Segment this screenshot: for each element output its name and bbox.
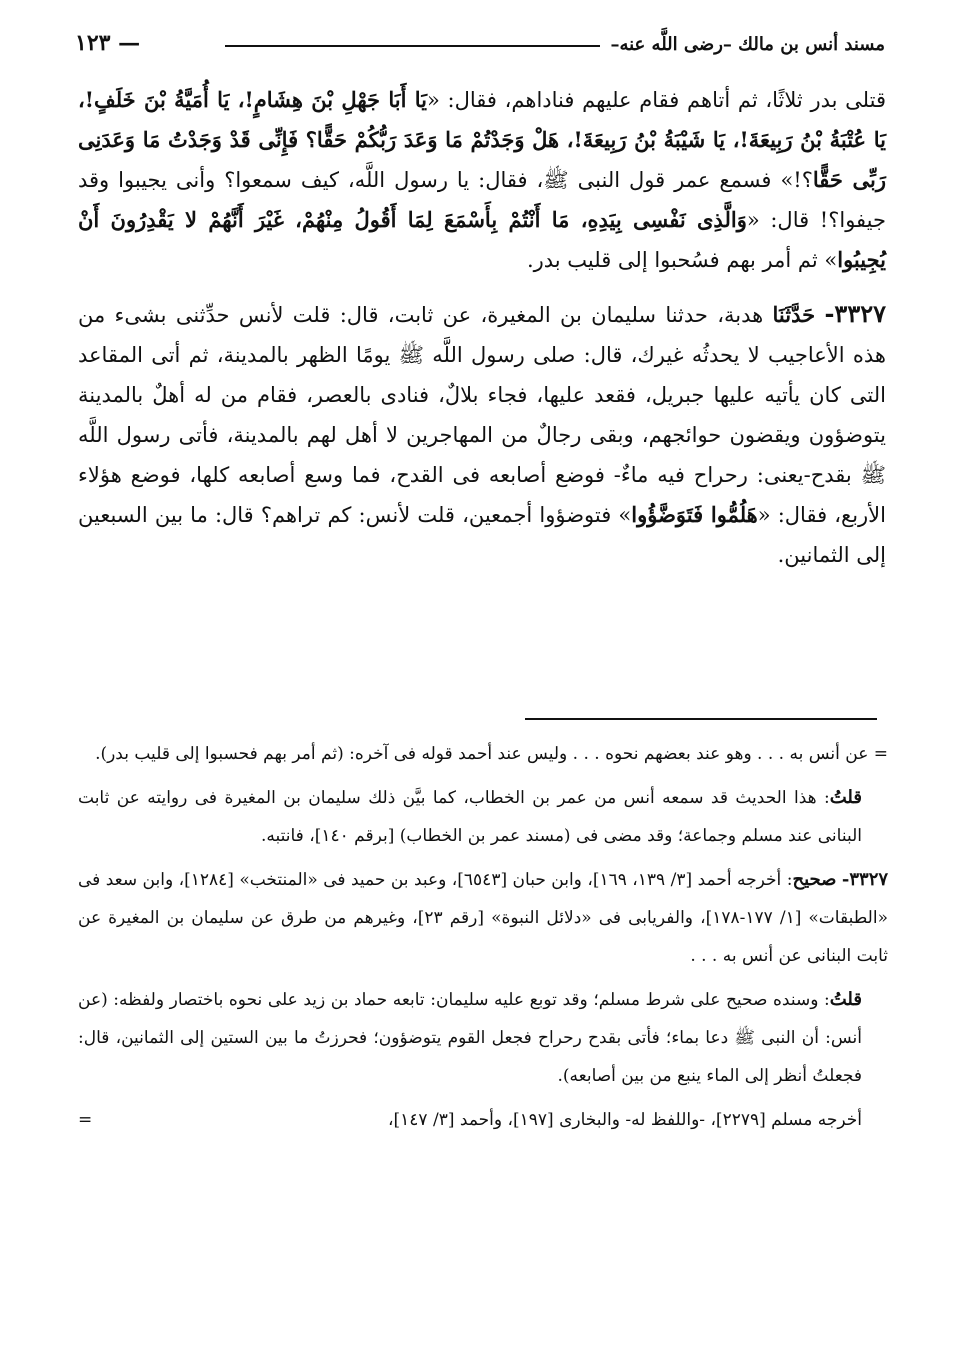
hadith-number: ٣٣٢٧- — [824, 299, 886, 328]
para2-text-b: » فتوضؤوا أجمعين، قلت لأنس: كم تراهم؟ قال: ما بين السبعين إلى الثمانين. — [78, 503, 886, 567]
running-header — [75, 30, 885, 64]
note-3 — [78, 861, 888, 975]
continuation-mark: = — [78, 1110, 93, 1130]
header-rule — [225, 45, 600, 47]
note-4-text: : وسنده صحيح على شرط مسلم؛ وقد توبع عليه سليمان: تابعه حماد بن زيد على نحوه باختصار ولفظه: (عن أنس: أن النبى ﷺ دعا بماء؛ فأتى بقدح رحراح فجعل القوم يتوضؤون؛ فحرزتُ ما بين الستين إلى الثمانين، قال: فجعلتُ أنظر إلى الماء ينبع من بين أصابعه). — [78, 990, 862, 1086]
note-5 — [78, 1101, 888, 1139]
main-text — [78, 80, 886, 575]
para2-text-a: هدبة، حدثنا سليمان بن المغيرة، عن ثابت، قال: قلت لأنس حدِّثنى بشىء من هذه الأعاجيب لا يحدثُه غيرك، قال: صلى رسول اللَّه ﷺ يومًا الظهر بالمدينة، ثم أتى المقاعد التى كان يأتيه عليها جبريل، فقعد عليها، فجاء بلالٌ، فنادى بالعصر، فقام من له أهلٌ بالمدينة يتوضؤون ويقضون حوائجهم، وبقى رجالٌ من المهاجرين لا أهل لهم بالمدينة، فأتى رسول اللَّه ﷺ بقدح-يعنى: رحراح فيه ماءٌ- فوضع أصابعه فى القدح، فما وسع أصابعه كلها، فوضع هؤلاء الأربع، فقال: « — [78, 303, 886, 527]
running-header-title: مسند أنس بن مالك –رضى اللَّه عنه– — [610, 34, 885, 55]
footnotes — [78, 735, 888, 1145]
note-2-text: : هذا الحديث قد سمعه أنس من عمر بن الخطاب، كما بيَّن ذلك سليمان بن المغيرة فى روايته عن ثابت البنانى عند مسلم وجماعة؛ وقد مضى فى (مسند عمر بن الخطاب) [برقم ١٤٠]، فانتبه. — [78, 788, 862, 846]
paragraph-1 — [78, 80, 886, 280]
note-4 — [78, 981, 888, 1095]
note-2 — [78, 779, 888, 855]
para1-text-b: ؟!» فسمع عمر قول النبى ﷺ، فقال: يا رسول اللَّه، كيف سمعوا؟ وأنى يجيبوا وقد جيفوا؟! قال: « — [78, 168, 887, 232]
note-2-label: قلتُ — [829, 787, 862, 808]
para1-quote-b: وَالَّذِى نَفْسِى بِيَدِهِ، مَا أَنْتُمْ بِأَسْمَعَ لِمَا أَقُولُ مِنْهُمْ، غَيْرَ أَنَّهُمْ لا يَقْدِرُونَ أَنْ يُجِيبُوا — [78, 207, 886, 272]
para1-text-a: قتلى بدر ثلاثًا، ثم أتاهم فقام عليهم فناداهم، فقال: « — [426, 88, 886, 112]
note-1 — [78, 735, 888, 773]
page-number: — ١٢٣ — [75, 30, 141, 56]
note-3-text: : أخرجه أحمد [٣/ ١٣٩، ١٦٩]، وابن حبان [٦٥٤٣]، وعبد بن حميد فى «المنتخب» [١٢٨٤]، وابن سعد فى «الطبقات» [١/ ١٧٧-١٧٨]، والفريابى فى «دلائل النبوة» [رقم ٢٣]، وغيرهم من طرق عن سليمان بن المغيرة عن ثابت البنانى عن أنس به . . . — [78, 870, 888, 966]
note-1-text: = عن أنس به . . . وهو عند بعضهم نحوه . . . وليس عند أحمد قوله فى آخره: (ثم أمر بهم فحسبوا إلى قليب بدر). — [95, 744, 888, 764]
footnote-divider — [525, 718, 877, 720]
note-5-text: أخرجه مسلم [٢٢٧٩]، -واللفظ له- والبخارى [١٩٧]، وأحمد [٣/ ١٤٧]، — [388, 1110, 862, 1130]
note-3-grade: صحيح — [792, 869, 837, 890]
note-4-label: قلتُ — [829, 989, 862, 1010]
para1-quote-a: يَا أَبَا جَهْلِ بْنَ هِشَامٍ!، يَا أُمَيَّةُ بْنَ خَلَفٍ!، يَا عُتْبَةُ بْنُ رَبِيعَةَ!، يَا شَيْبَةُ بْنُ رَبِيعَةَ!، هَلْ وَجَدْتُمْ مَا وَعَدَ رَبُّكُمْ حَقًّا؟ فَإِنِّى قَدْ وَجَدْتُ مَا وَعَدَنِى رَبِّى حَقًّا — [78, 87, 886, 192]
paragraph-2 — [78, 294, 886, 575]
para2-quote: هَلُمُّوا فَتَوَضَّؤُوا — [631, 502, 758, 527]
para1-text-c: » ثم أمر بهم فسُحبوا إلى قليب بدر. — [526, 248, 838, 272]
hadith-opening-word: حَدَّثَنَا — [772, 302, 816, 327]
note-3-number: ٣٣٢٧- — [841, 869, 889, 890]
